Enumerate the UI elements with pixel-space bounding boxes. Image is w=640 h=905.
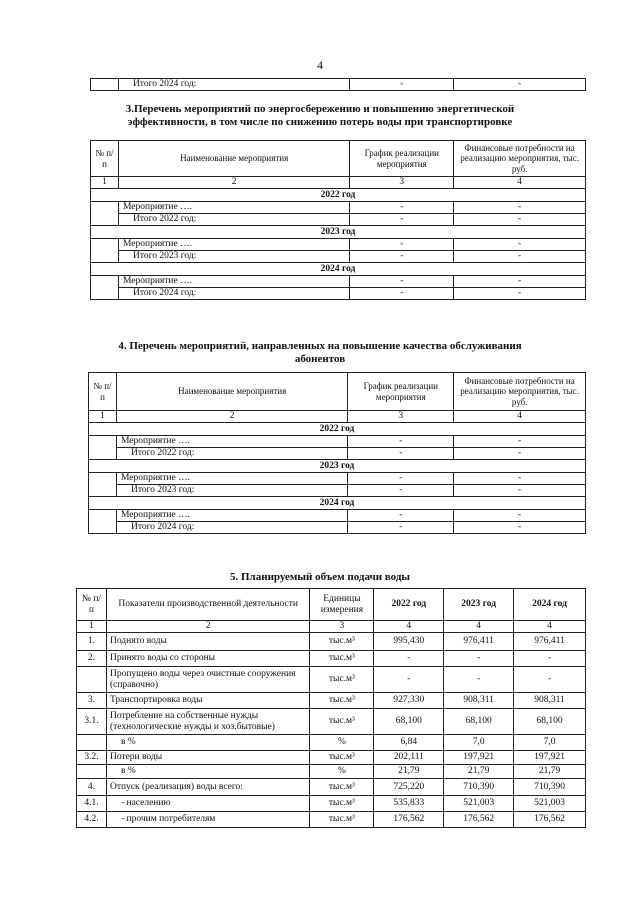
- row-no: [77, 765, 107, 779]
- measure-label: Мероприятие ….: [116, 436, 347, 448]
- measure-label: Мероприятие ….: [118, 202, 349, 214]
- header-no: № п/п: [77, 589, 107, 621]
- col-num-3: 3: [348, 411, 454, 423]
- measure-label: Мероприятие ….: [118, 239, 349, 251]
- header-name: Наименование мероприятия: [116, 373, 347, 411]
- total-2024-label: Итого 2024 год:: [118, 79, 350, 91]
- dash: -: [454, 473, 586, 485]
- cell-empty: [91, 79, 119, 91]
- dash: -: [350, 214, 454, 226]
- row-no: 1.: [77, 633, 107, 651]
- dash: -: [348, 436, 454, 448]
- row-value-2022: 202,111: [374, 751, 444, 765]
- row-value-2023: -: [444, 651, 514, 667]
- dash: -: [454, 522, 586, 534]
- col-num-2: 2: [116, 411, 347, 423]
- total-2022-label: Итого 2022 год:: [118, 214, 349, 226]
- row-value-2023: 68,100: [444, 709, 514, 735]
- row-value-2022: 927,330: [374, 693, 444, 709]
- cell-empty: [91, 276, 119, 300]
- section4-title-line2: абонентов: [294, 353, 346, 365]
- header-no: № п/п: [89, 373, 117, 411]
- measure-label: Мероприятие ….: [116, 473, 347, 485]
- row-value-2022: 68,100: [374, 709, 444, 735]
- row-name: Потребление на собственные нужды (технологические нужды и хоз.бытовые): [106, 709, 309, 735]
- row-name: Отпуск (реализация) воды всего:: [106, 779, 309, 796]
- dash: -: [454, 239, 586, 251]
- dash: -: [454, 448, 586, 460]
- row-value-2022: 725,220: [374, 779, 444, 796]
- table-row: [77, 735, 586, 751]
- row-value-2024: -: [514, 651, 586, 667]
- table-row: [77, 633, 586, 651]
- table-row: [77, 751, 586, 765]
- row-unit: тыс.м³: [310, 796, 374, 812]
- header-2024: 2024 год: [514, 589, 586, 621]
- table-row: [77, 709, 586, 735]
- dash: -: [454, 202, 586, 214]
- section5-table: [76, 588, 586, 828]
- row-value-2023: 176,562: [444, 812, 514, 828]
- col-num-4b: 4: [444, 621, 514, 633]
- row-no: 4.2.: [77, 812, 107, 828]
- dash: -: [454, 251, 586, 263]
- row-value-2023: -: [444, 667, 514, 693]
- table-row: [77, 796, 586, 812]
- col-num-4: 4: [454, 411, 586, 423]
- section5-title: 5. Планируемый объем подачи воды: [230, 571, 410, 583]
- row-no: 4.1.: [77, 796, 107, 812]
- section4-title: [0, 340, 640, 366]
- dash: -: [350, 239, 454, 251]
- dash: -: [454, 485, 586, 497]
- row-name: Принято воды со стороны: [106, 651, 309, 667]
- row-value-2024: 521,003: [514, 796, 586, 812]
- year-2023: 2023 год: [91, 226, 586, 239]
- row-no: [77, 735, 107, 751]
- dash: -: [454, 276, 586, 288]
- row-name: Пропущено воды через очистные сооружения (справочно): [106, 667, 309, 693]
- dash: -: [348, 510, 454, 522]
- dash: -: [454, 510, 586, 522]
- header-finance: Финансовые потребности на реализацию мероприятия, тыс. руб.: [454, 373, 586, 411]
- year-2023: 2023 год: [89, 460, 586, 473]
- cell-empty: [91, 239, 119, 263]
- header-finance: Финансовые потребности на реализацию мероприятия, тыс. руб.: [454, 141, 586, 177]
- dash: -: [350, 276, 454, 288]
- dash: -: [454, 436, 586, 448]
- dash: -: [454, 214, 586, 226]
- row-no: 2.: [77, 651, 107, 667]
- year-2022: 2022 год: [89, 423, 586, 436]
- row-value-2022: 535,833: [374, 796, 444, 812]
- row-value-2022: 176,562: [374, 812, 444, 828]
- row-value-2024: 21,79: [514, 765, 586, 779]
- header-name: Наименование мероприятия: [118, 141, 349, 177]
- row-value-2024: 197,921: [514, 751, 586, 765]
- row-name: - прочим потребителям: [106, 812, 309, 828]
- year-2022: 2022 год: [91, 189, 586, 202]
- year-2024: 2024 год: [89, 497, 586, 510]
- dash: -: [454, 288, 586, 300]
- row-value-2024: 710,390: [514, 779, 586, 796]
- row-value-2023: 197,921: [444, 751, 514, 765]
- col-num-1: 1: [91, 177, 119, 189]
- row-value-2022: -: [374, 667, 444, 693]
- dash: -: [348, 473, 454, 485]
- measure-label: Мероприятие ….: [118, 276, 349, 288]
- year-2024: 2024 год: [91, 263, 586, 276]
- section4-title-line1: 4. Перечень мероприятий, направленных на повышение качества обслуживания: [118, 340, 522, 352]
- dash: -: [350, 251, 454, 263]
- table-row: [77, 667, 586, 693]
- total-2023-label: Итого 2023 год:: [116, 485, 347, 497]
- row-unit: тыс.м³: [310, 651, 374, 667]
- cell-empty: [91, 202, 119, 226]
- schedule-dash: -: [350, 79, 454, 91]
- section3-title-line1: 3.Перечень мероприятий по энергосбережению и повышению энергетической: [125, 103, 515, 115]
- cell-empty: [89, 436, 117, 460]
- row-no: 3.: [77, 693, 107, 709]
- row-name: в %: [106, 735, 309, 751]
- row-unit: %: [310, 765, 374, 779]
- section3-title: [0, 103, 640, 129]
- row-no: 4.: [77, 779, 107, 796]
- row-unit: тыс.м³: [310, 751, 374, 765]
- table-row: [77, 693, 586, 709]
- row-value-2024: 68,100: [514, 709, 586, 735]
- row-value-2024: 176,562: [514, 812, 586, 828]
- row-unit: %: [310, 735, 374, 751]
- col-num-2: 2: [106, 621, 309, 633]
- header-no: № п/п: [91, 141, 119, 177]
- row-name: Поднято воды: [106, 633, 309, 651]
- row-value-2023: 7,0: [444, 735, 514, 751]
- row-unit: тыс.м³: [310, 667, 374, 693]
- row-value-2023: 521,003: [444, 796, 514, 812]
- cell-empty: [89, 473, 117, 497]
- dash: -: [350, 288, 454, 300]
- row-value-2022: 6,84: [374, 735, 444, 751]
- row-value-2023: 976,411: [444, 633, 514, 651]
- row-unit: тыс.м³: [310, 709, 374, 735]
- row-unit: тыс.м³: [310, 633, 374, 651]
- total-2024-label: Итого 2024 год:: [116, 522, 347, 534]
- row-value-2024: 908,311: [514, 693, 586, 709]
- col-num-1: 1: [89, 411, 117, 423]
- header-schedule: График реализации мероприятия: [348, 373, 454, 411]
- dash: -: [350, 202, 454, 214]
- col-num-1: 1: [77, 621, 107, 633]
- header-unit: Единицы измерения: [310, 589, 374, 621]
- top-total-table: [90, 78, 586, 91]
- total-2022-label: Итого 2022 год:: [116, 448, 347, 460]
- total-2023-label: Итого 2023 год:: [118, 251, 349, 263]
- table-row: [77, 765, 586, 779]
- row-no: 3.1.: [77, 709, 107, 735]
- row-unit: тыс.м³: [310, 693, 374, 709]
- table-row: [77, 779, 586, 796]
- row-value-2022: 995,430: [374, 633, 444, 651]
- row-value-2022: -: [374, 651, 444, 667]
- section3-table: [90, 140, 586, 300]
- table-row: [77, 812, 586, 828]
- table-row: [77, 651, 586, 667]
- dash: -: [348, 522, 454, 534]
- section4-table: [88, 372, 586, 534]
- row-name: Потери воды: [106, 751, 309, 765]
- measure-label: Мероприятие ….: [116, 510, 347, 522]
- row-unit: тыс.м³: [310, 779, 374, 796]
- finance-dash: -: [454, 79, 586, 91]
- row-value-2024: 976,411: [514, 633, 586, 651]
- row-value-2024: 7,0: [514, 735, 586, 751]
- col-num-3: 3: [310, 621, 374, 633]
- header-2022: 2022 год: [374, 589, 444, 621]
- row-value-2024: -: [514, 667, 586, 693]
- row-value-2023: 21,79: [444, 765, 514, 779]
- header-2023: 2023 год: [444, 589, 514, 621]
- col-num-3: 3: [350, 177, 454, 189]
- cell-empty: [89, 510, 117, 534]
- col-num-4c: 4: [514, 621, 586, 633]
- row-unit: тыс.м³: [310, 812, 374, 828]
- row-value-2022: 21,79: [374, 765, 444, 779]
- dash: -: [348, 485, 454, 497]
- row-value-2023: 710,390: [444, 779, 514, 796]
- dash: -: [348, 448, 454, 460]
- col-num-2: 2: [118, 177, 349, 189]
- header-indicator: Показатели производственной деятельности: [106, 589, 309, 621]
- page-number: 4: [317, 58, 323, 72]
- row-no: 3.2.: [77, 751, 107, 765]
- header-schedule: График реализации мероприятия: [350, 141, 454, 177]
- row-name: Транспортировка воды: [106, 693, 309, 709]
- row-name: в %: [106, 765, 309, 779]
- total-2024-label: Итого 2024 год:: [118, 288, 349, 300]
- row-name: - населению: [106, 796, 309, 812]
- section3-title-line2: эффективности, в том числе по снижению потерь воды при транспортировке: [127, 116, 513, 128]
- row-no: [77, 667, 107, 693]
- col-num-4a: 4: [374, 621, 444, 633]
- row-value-2023: 908,311: [444, 693, 514, 709]
- col-num-4: 4: [454, 177, 586, 189]
